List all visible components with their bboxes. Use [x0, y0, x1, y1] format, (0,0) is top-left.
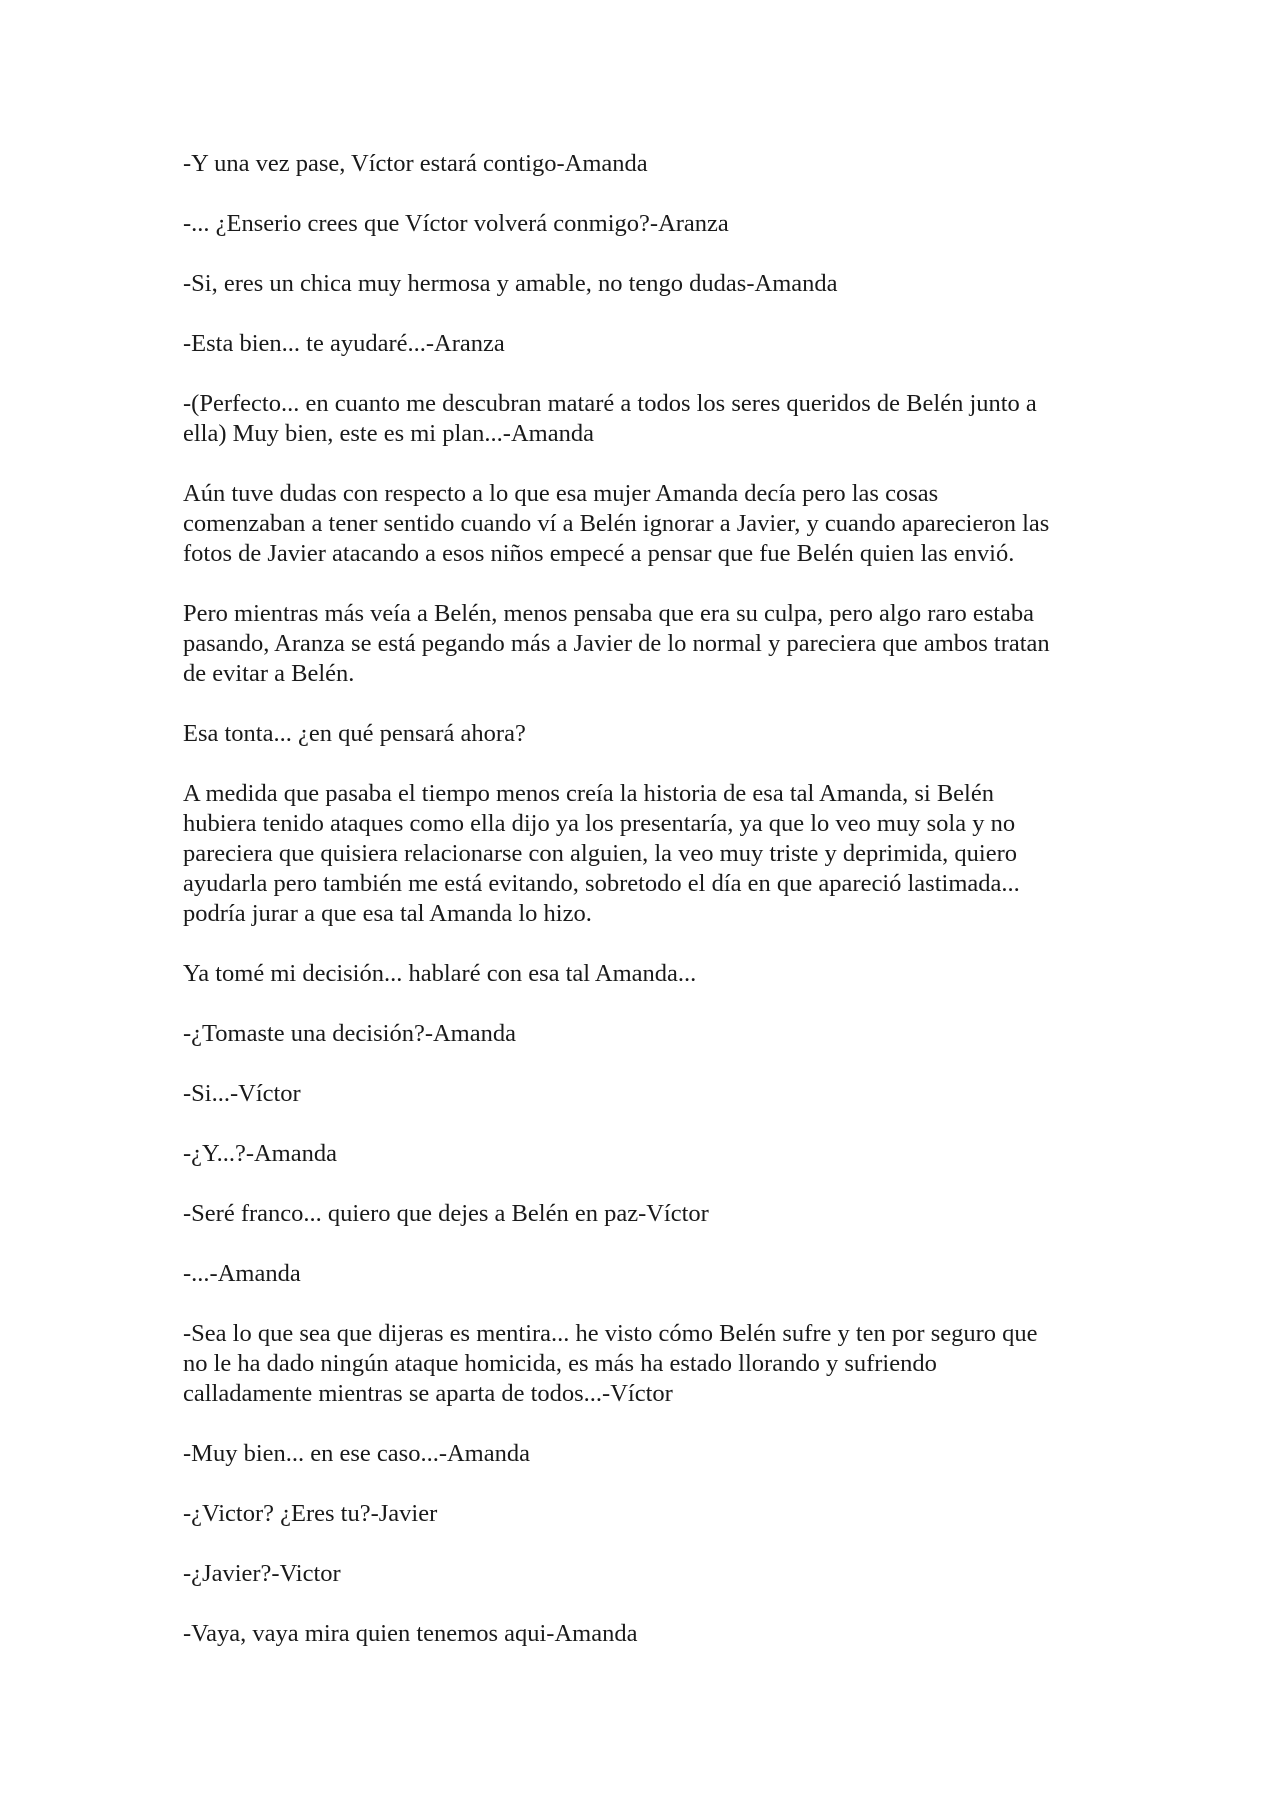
paragraph [183, 1559, 1103, 1589]
paragraph [183, 1019, 1103, 1049]
paragraph [183, 599, 1103, 689]
paragraph [183, 1079, 1103, 1109]
text-line: Aún tuve dudas con respecto a lo que esa mujer Amanda decía pero las cosas [183, 480, 939, 507]
paragraph [183, 1439, 1103, 1469]
paragraph [183, 269, 1103, 299]
paragraph [183, 1199, 1103, 1229]
text-line: no le ha dado ningún ataque homicida, es más ha estado llorando y sufriendo [183, 1350, 937, 1377]
text-line: -Vaya, vaya mira quien tenemos aqui-Amanda [183, 1620, 638, 1647]
text-line: Pero mientras más veía a Belén, menos pensaba que era su culpa, pero algo raro estaba [183, 600, 1035, 627]
paragraph [183, 479, 1103, 569]
text-line: -Esta bien... te ayudaré...-Aranza [183, 330, 505, 357]
text-line: -Si, eres un chica muy hermosa y amable, no tengo dudas-Amanda [183, 270, 838, 297]
text-line: pareciera que quisiera relacionarse con alguien, la veo muy triste y deprimida, quiero [183, 840, 1018, 867]
text-line: comenzaban a tener sentido cuando ví a Belén ignorar a Javier, y cuando aparecieron las [183, 510, 1050, 537]
paragraph [183, 959, 1103, 989]
paragraph [183, 209, 1103, 239]
text-line: -...-Amanda [183, 1260, 301, 1287]
paragraph [183, 329, 1103, 359]
text-line: -Y una vez pase, Víctor estará contigo-Amanda [183, 150, 648, 177]
text-line: podría jurar a que esa tal Amanda lo hizo. [183, 900, 592, 927]
text-line: -Seré franco... quiero que dejes a Belén en paz-Víctor [183, 1200, 709, 1227]
text-line: -(Perfecto... en cuanto me descubran mataré a todos los seres queridos de Belén junto a [183, 390, 1037, 417]
text-line: -Muy bien... en ese caso...-Amanda [183, 1440, 530, 1467]
text-line: -Sea lo que sea que dijeras es mentira... he visto cómo Belén sufre y ten por seguro que [183, 1320, 1038, 1347]
paragraph [183, 1619, 1103, 1649]
paragraph [183, 779, 1103, 929]
text-line: calladamente mientras se aparta de todos...-Víctor [183, 1380, 673, 1407]
paragraph [183, 1259, 1103, 1289]
paragraph [183, 389, 1103, 449]
paragraph [183, 1319, 1103, 1409]
paragraph [183, 1139, 1103, 1169]
text-line: -¿Javier?-Victor [183, 1560, 341, 1587]
text-line: ella) Muy bien, este es mi plan...-Amanda [183, 420, 594, 447]
text-line: -¿Tomaste una decisión?-Amanda [183, 1020, 516, 1047]
text-line: hubiera tenido ataques como ella dijo ya los presentaría, ya que lo veo muy sola y no [183, 810, 1016, 837]
document-body [183, 149, 1103, 1679]
text-line: pasando, Aranza se está pegando más a Javier de lo normal y pareciera que ambos tratan [183, 630, 1050, 657]
text-line: Esa tonta... ¿en qué pensará ahora? [183, 720, 526, 747]
text-line: de evitar a Belén. [183, 660, 355, 687]
text-line: Ya tomé mi decisión... hablaré con esa tal Amanda... [183, 960, 697, 987]
text-line: -¿Y...?-Amanda [183, 1140, 337, 1167]
text-line: ayudarla pero también me está evitando, sobretodo el día en que apareció lastimada... [183, 870, 1020, 897]
text-line: -¿Victor? ¿Eres tu?-Javier [183, 1500, 438, 1527]
text-line: -... ¿Enserio crees que Víctor volverá conmigo?-Aranza [183, 210, 729, 237]
paragraph [183, 1499, 1103, 1529]
paragraph [183, 719, 1103, 749]
paragraph [183, 149, 1103, 179]
text-line: fotos de Javier atacando a esos niños empecé a pensar que fue Belén quien las envió. [183, 540, 1015, 567]
text-line: A medida que pasaba el tiempo menos creía la historia de esa tal Amanda, si Belén [183, 780, 994, 807]
text-line: -Si...-Víctor [183, 1080, 301, 1107]
